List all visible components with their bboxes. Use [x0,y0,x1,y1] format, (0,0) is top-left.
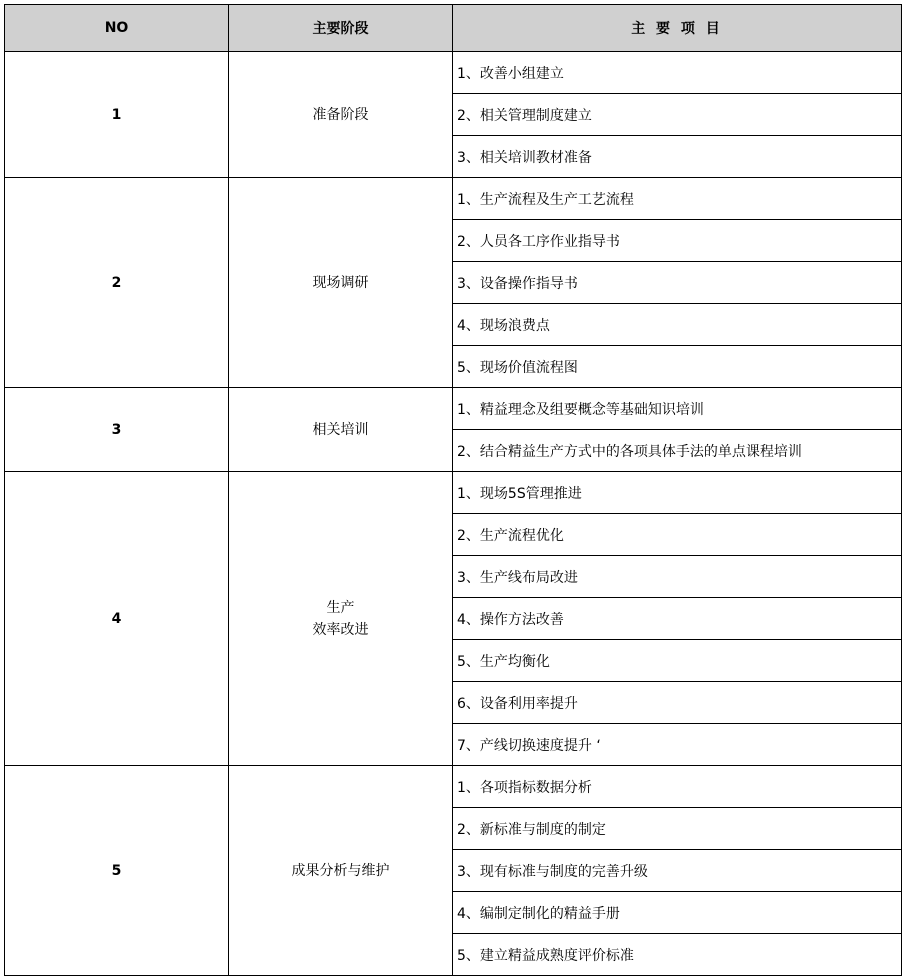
project-item: 1、现场5S管理推进 [453,472,902,514]
header-stage: 主要阶段 [229,5,453,52]
header-items: 主 要 项 目 [453,5,902,52]
phase-number: 5 [5,766,229,976]
table-body [5,52,902,976]
project-item: 1、各项指标数据分析 [453,766,902,808]
table-row [5,766,902,808]
project-item: 5、建立精益成熟度评价标准 [453,934,902,976]
table-row [5,472,902,514]
project-item: 5、现场价值流程图 [453,346,902,388]
project-item: 1、改善小组建立 [453,52,902,94]
project-item: 2、相关管理制度建立 [453,94,902,136]
header-row [5,5,902,52]
project-item: 2、人员各工序作业指导书 [453,220,902,262]
phase-stage [229,178,453,388]
project-item: 6、设备利用率提升 [453,682,902,724]
project-item: 2、结合精益生产方式中的各项具体手法的单点课程培训 [453,430,902,472]
stage-label-line: 现场调研 [312,274,369,291]
project-item: 1、生产流程及生产工艺流程 [453,178,902,220]
project-item: 4、现场浪费点 [453,304,902,346]
phase-stage [229,766,453,976]
project-item: 7、产线切换速度提升 ‘ [453,724,902,766]
stage-label-line: 准备阶段 [312,106,369,123]
stage-label-line: 效率改进 [312,621,369,638]
table-row [5,52,902,94]
phase-number: 2 [5,178,229,388]
phase-stage [229,472,453,766]
stage-label-line: 相关培训 [312,421,369,438]
project-item: 2、生产流程优化 [453,514,902,556]
stage-label-line: 生产 [326,599,355,616]
project-item: 3、相关培训教材准备 [453,136,902,178]
project-item: 3、设备操作指导书 [453,262,902,304]
project-item: 5、生产均衡化 [453,640,902,682]
project-item: 1、精益理念及组要概念等基础知识培训 [453,388,902,430]
stage-label-line: 成果分析与维护 [291,862,390,879]
project-item: 4、编制定制化的精益手册 [453,892,902,934]
project-item: 4、操作方法改善 [453,598,902,640]
project-phase-table [4,4,902,976]
table-row [5,178,902,220]
phase-number: 1 [5,52,229,178]
header-no: NO [5,5,229,52]
phase-number: 4 [5,472,229,766]
project-item: 3、现有标准与制度的完善升级 [453,850,902,892]
phase-stage [229,388,453,472]
project-item: 3、生产线布局改进 [453,556,902,598]
phase-number: 3 [5,388,229,472]
table-row [5,388,902,430]
project-item: 2、新标准与制度的制定 [453,808,902,850]
phase-stage [229,52,453,178]
